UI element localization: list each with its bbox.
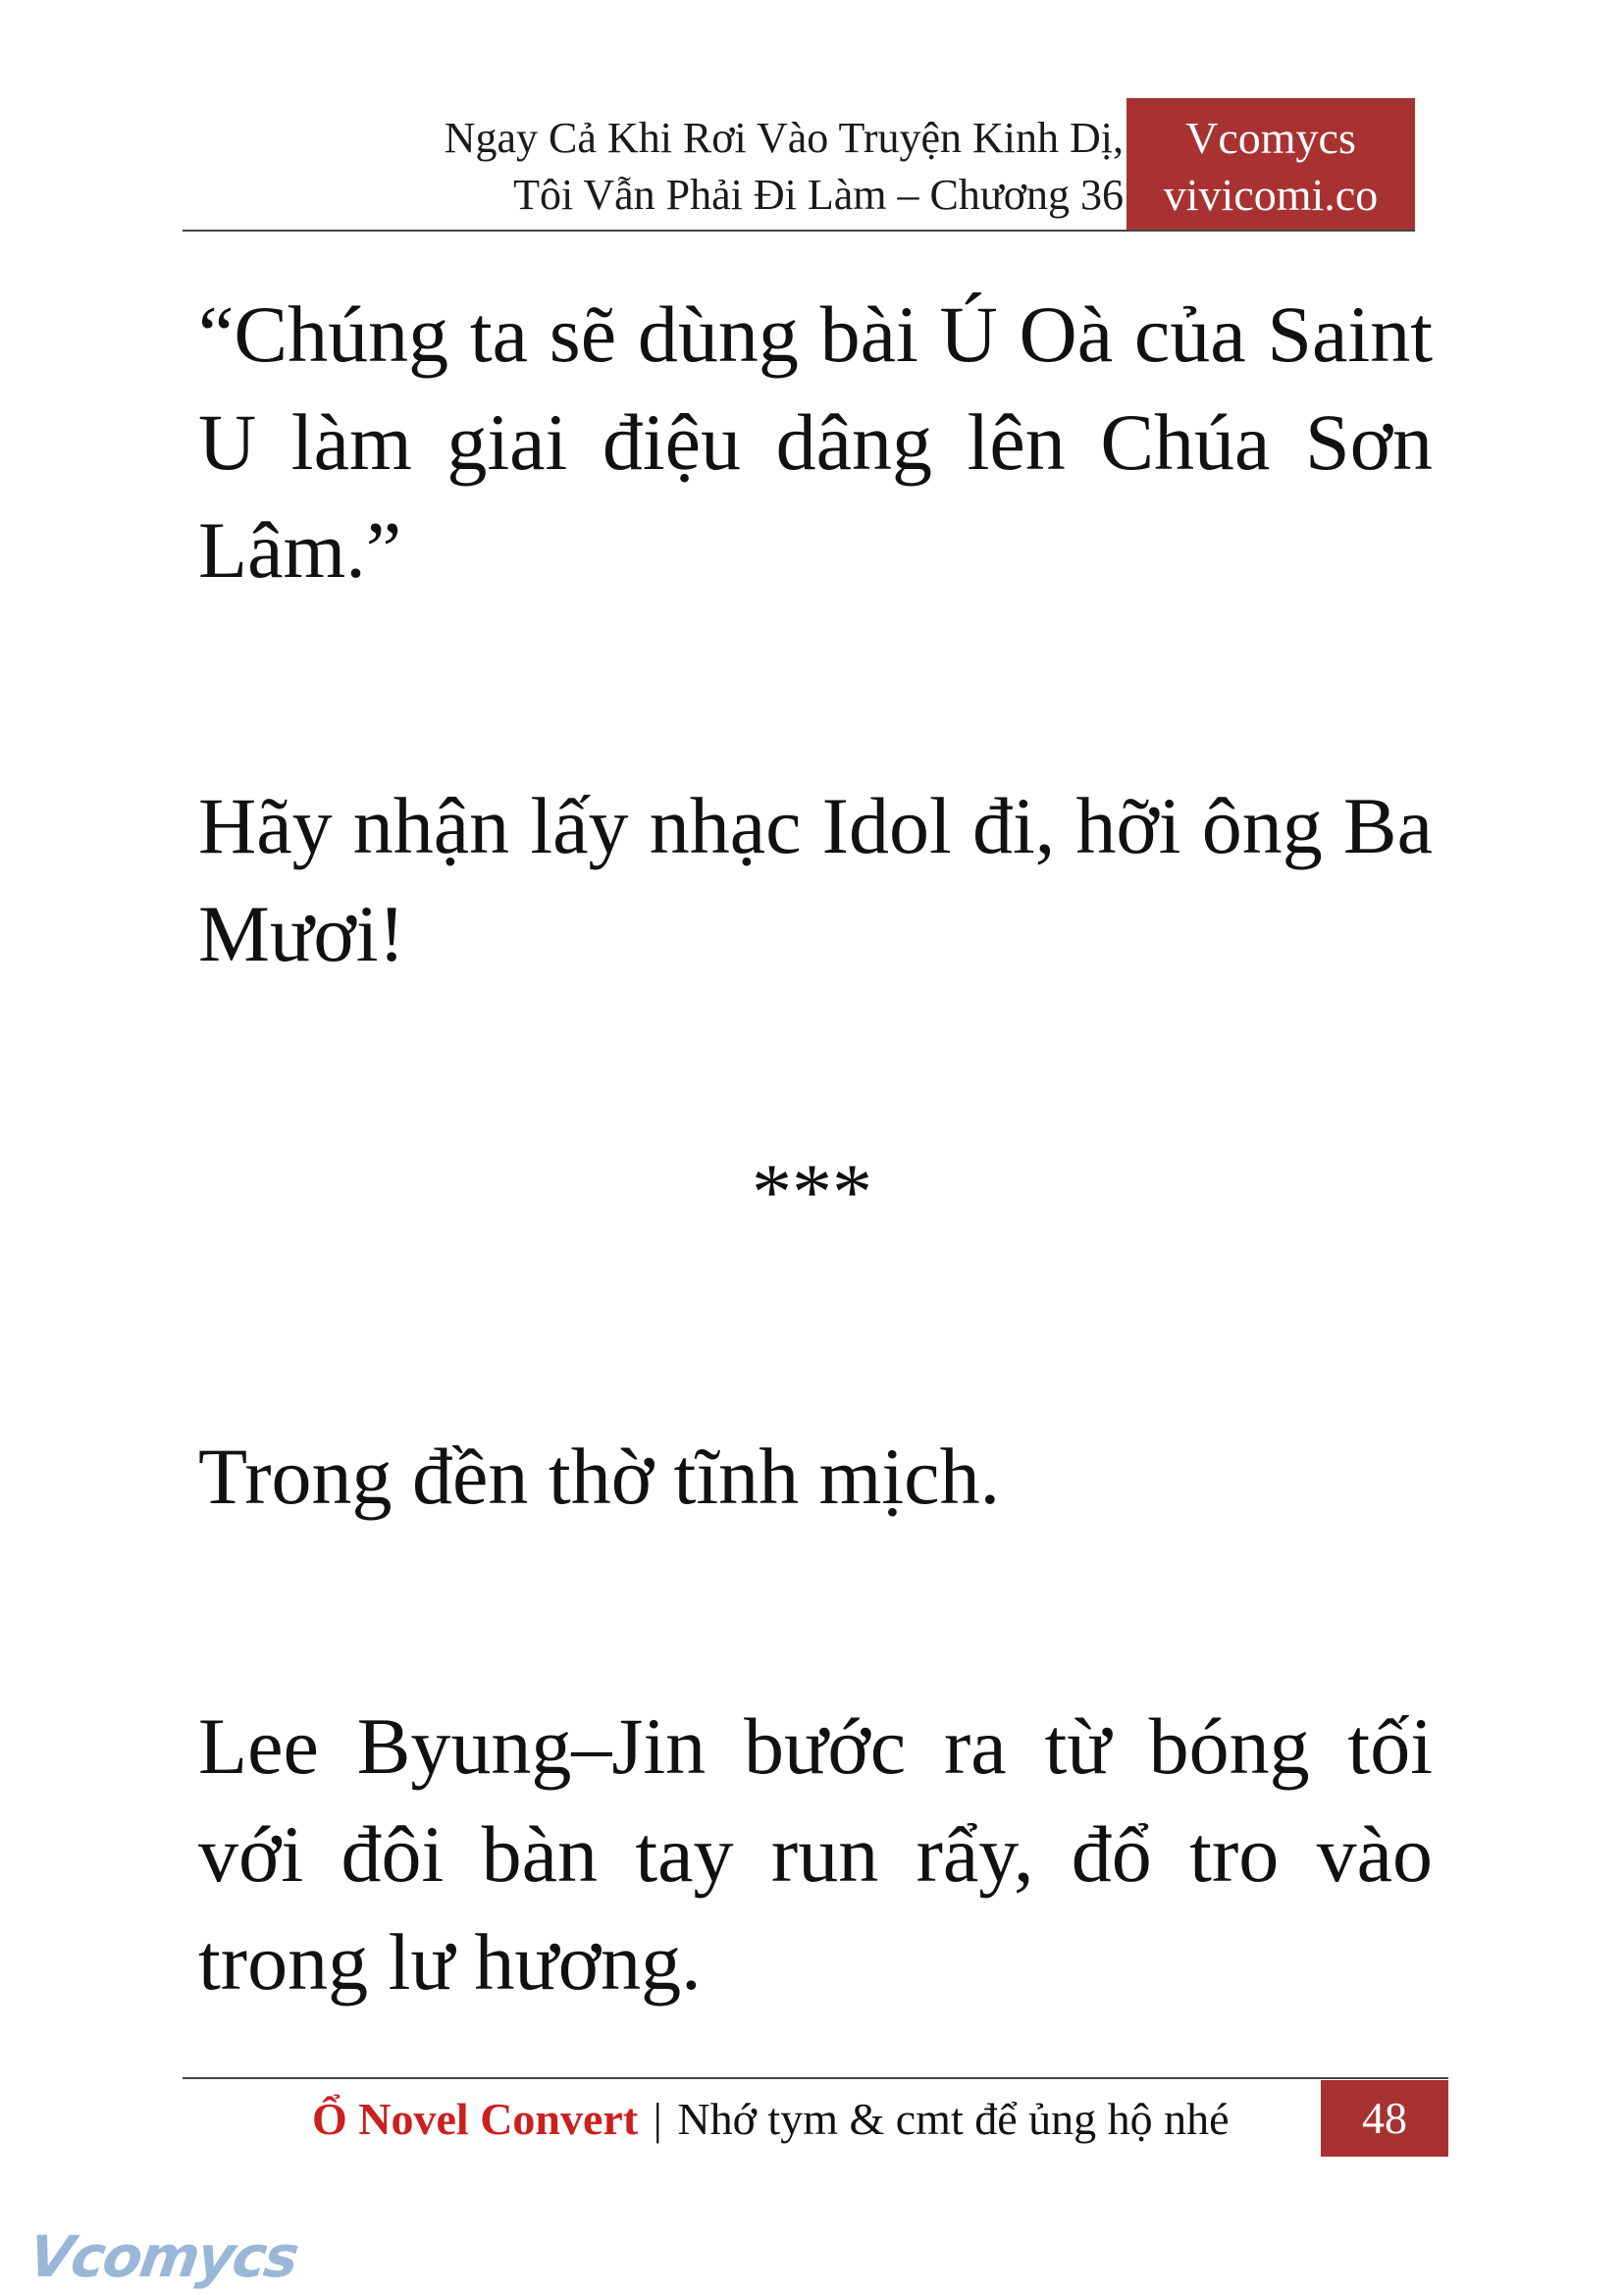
paragraph-3-container: [198, 1423, 1433, 1531]
paragraph-1-container: [198, 281, 1433, 604]
watermark-logo: Vcomycs: [25, 2223, 302, 2290]
brand-site: vivicomi.co: [1163, 170, 1379, 220]
paragraph-4: Lee Byung–Jin bước ra từ bóng tối với đôi bàn tay run rẩy, đổ tro vào trong lư hương.: [198, 1701, 1433, 2007]
page-number: 48: [1321, 2080, 1448, 2157]
chapter-title: [240, 110, 1124, 224]
paragraph-2: Hãy nhận lấy nhạc Idol đi, hỡi ông Ba Mươi!: [198, 781, 1433, 978]
paragraph-1: “Chúng ta sẽ dùng bài Ú Oà của Saint U làm giai điệu dâng lên Chúa Sơn Lâm.”: [198, 289, 1433, 595]
paragraph-3: Trong đền thờ tĩnh mịch.: [198, 1432, 1001, 1521]
footer-text: [312, 2090, 1230, 2149]
brand-name: Vcomycs: [1185, 113, 1356, 163]
paragraph-2-container: [198, 772, 1433, 988]
paragraph-4-container: [198, 1693, 1433, 2016]
chapter-title-line-1: Ngay Cả Khi Rơi Vào Truyện Kinh Dị,: [444, 114, 1124, 162]
header-divider: [183, 230, 1415, 232]
footer-divider: [183, 2077, 1448, 2079]
footer-brand: Ổ Novel Convert: [312, 2094, 639, 2144]
footer-message: Nhớ tym & cmt để ủng hộ nhé: [677, 2094, 1230, 2144]
brand-badge: [1126, 98, 1415, 231]
scene-separator: ***: [752, 1147, 872, 1236]
footer-separator: |: [653, 2094, 662, 2144]
chapter-title-line-2: Tôi Vẫn Phải Đi Làm – Chương 36: [513, 171, 1124, 219]
